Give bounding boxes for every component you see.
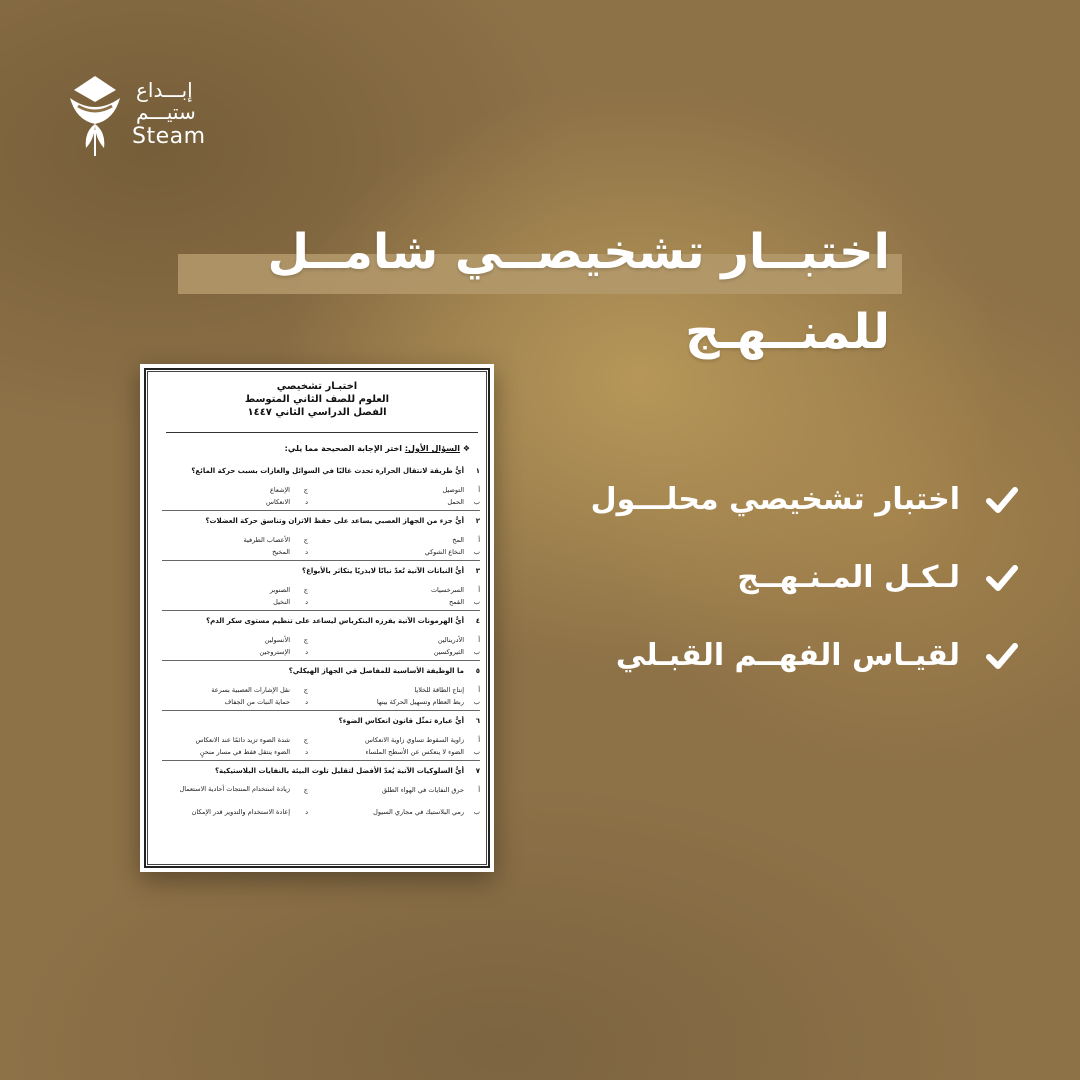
option-letter: أ — [478, 586, 480, 594]
feature-checklist — [590, 472, 1020, 706]
option-letter: د — [305, 548, 308, 556]
logo-english-text: Steam — [132, 124, 206, 149]
option-text: حرق النفايات في الهواء الطلق — [381, 786, 464, 794]
checklist-text: لـكـل المـنـهــج — [737, 560, 960, 595]
option-row — [162, 634, 480, 646]
question-item — [162, 764, 480, 818]
section-label: السؤال الأول: — [404, 444, 461, 453]
checklist-text: لقيـاس الفهــم القبـلي — [615, 638, 960, 673]
option-row — [162, 684, 480, 696]
option-letter: ج — [303, 586, 308, 594]
checklist-item — [600, 628, 1020, 706]
option-text: شدة الضوء تزيد دائمًا عند الانعكاس — [195, 736, 290, 744]
question-number: ٧ — [475, 767, 480, 775]
option-text: الأنسولين — [264, 636, 290, 644]
option-text: الإشعاع — [270, 486, 290, 494]
option-letter: ج — [303, 486, 308, 494]
option-text: الضوء لا ينعكس عن الأسطح الملساء — [365, 748, 464, 756]
option-text: القمح — [448, 598, 464, 606]
document-subject: العلوم للصف الثاني المتوسط — [244, 394, 390, 405]
question-text: أيُّ السلوكيات الآتية يُعدّ الأفضل لتقليل تلوث البيئة بالنفايات البلاستيكية؟ — [214, 767, 464, 775]
question-text: ما الوظيفة الأساسية للمفاصل في الجهاز الهيكلي؟ — [288, 667, 464, 675]
option-letter: د — [305, 598, 308, 606]
option-text: الأعصاب الطرفية — [243, 536, 290, 544]
exam-document-preview — [140, 364, 494, 872]
section-instruction: اختر الإجابة الصحيحة مما يلي: — [284, 444, 403, 453]
option-letter: ج — [303, 636, 308, 644]
option-row — [162, 734, 480, 746]
document-term: الفصل الدراسي الثاني ١٤٤٧ — [247, 407, 387, 418]
option-letter: ب — [473, 698, 480, 706]
option-letter: ب — [473, 648, 480, 656]
option-letter: ب — [473, 498, 480, 506]
question-number: ٥ — [475, 667, 480, 675]
option-letter: أ — [478, 686, 480, 694]
steam-leaf-logo-icon — [64, 72, 126, 156]
option-text: إنتاج الطاقة للخلايا — [414, 686, 464, 694]
option-text: النخاع الشوكي — [424, 548, 464, 556]
option-text: رمي البلاستيك في مجاري السيول — [373, 808, 464, 816]
question-divider — [162, 660, 480, 661]
option-letter: ج — [303, 786, 308, 794]
option-text: السرخسيات — [430, 586, 464, 594]
option-row — [162, 496, 480, 508]
checklist-item — [600, 550, 1020, 628]
option-text: الصنوبر — [269, 586, 290, 594]
option-text: ربط العظام وتسهيل الحركة بينها — [376, 698, 464, 706]
option-text: حماية النبات من الجفاف — [224, 698, 290, 706]
option-letter: د — [305, 748, 308, 756]
option-letter: د — [305, 808, 308, 816]
logo-arabic-line-1: إبـــداع — [136, 78, 193, 102]
question-item — [162, 464, 480, 511]
option-row — [162, 806, 480, 818]
option-row — [162, 546, 480, 558]
checkmark-icon — [984, 560, 1020, 596]
question-number: ٤ — [475, 617, 480, 625]
option-row — [162, 784, 480, 806]
logo-arabic-line-2: ستيـــم — [136, 100, 196, 124]
option-text: الإستروجين — [259, 648, 290, 656]
option-letter: ج — [303, 536, 308, 544]
option-letter: ب — [473, 548, 480, 556]
option-letter: أ — [478, 636, 480, 644]
option-text: إعادة الاستخدام والتدوير قدر الإمكان — [191, 808, 290, 816]
option-letter: د — [305, 648, 308, 656]
brand-logo — [64, 72, 204, 158]
question-item — [162, 614, 480, 661]
question-item — [162, 514, 480, 561]
question-number: ٦ — [475, 717, 480, 725]
option-letter: ج — [303, 736, 308, 744]
option-text: المخيخ — [272, 548, 290, 556]
question-number: ٣ — [475, 567, 480, 575]
option-letter: د — [305, 498, 308, 506]
option-letter: ب — [473, 598, 480, 606]
option-text: المخ — [452, 536, 464, 544]
question-text: أيُّ جزء من الجهاز العصبي يساعد على حفظ الاتزان وتناسق حركة العضلات؟ — [205, 517, 464, 525]
question-divider — [162, 560, 480, 561]
headline: اختبــار تشخيصــي شامــل للمنــهـج — [267, 224, 890, 360]
option-row — [162, 584, 480, 596]
option-text: التوصيل — [442, 486, 464, 494]
option-text: الثيروكسين — [433, 648, 464, 656]
option-letter: ج — [303, 686, 308, 694]
document-title: اختبـار تشخيصي — [276, 381, 358, 392]
option-letter: أ — [478, 786, 480, 794]
option-text: الأدرينالين — [437, 636, 464, 644]
question-item — [162, 714, 480, 761]
option-row — [162, 596, 480, 608]
option-row — [162, 534, 480, 546]
option-text: زاوية السقوط تساوي زاوية الانعكاس — [364, 736, 464, 744]
option-row — [162, 696, 480, 708]
question-item — [162, 564, 480, 611]
option-row — [162, 746, 480, 758]
section-heading — [160, 444, 470, 453]
question-divider — [162, 710, 480, 711]
option-letter: أ — [478, 486, 480, 494]
option-letter: ب — [473, 808, 480, 816]
option-text: الانعكاس — [266, 498, 290, 506]
option-text: الحمل — [447, 498, 464, 506]
checklist-text: اختبار تشخيصي محلـــول — [590, 482, 960, 517]
question-text: أيُّ طريقة لانتقال الحرارة تحدث غالبًا في السوائل والغازات بسبب حركة المائع؟ — [191, 467, 464, 475]
question-list — [162, 464, 480, 818]
option-text: زيادة استخدام المنتجات أحادية الاستعمال — [179, 785, 290, 793]
option-letter: أ — [478, 536, 480, 544]
question-divider — [162, 510, 480, 511]
checklist-item — [590, 472, 1020, 550]
option-letter: أ — [478, 736, 480, 744]
option-row — [162, 646, 480, 658]
question-item — [162, 664, 480, 711]
question-text: أيُّ عبارة تمثّل قانون انعكاس الضوء؟ — [338, 717, 464, 725]
question-text: أيُّ الهرمونات الآتية يفرزه البنكرياس ليساعد على تنظيم مستوى سكر الدم؟ — [206, 617, 464, 625]
document-header-divider — [166, 432, 478, 433]
option-text: نقل الإشارات العصبية بسرعة — [211, 686, 290, 694]
question-text: أيُّ النباتات الآتية تُعدّ نباتًا لابذريًا يتكاثر بالأبواغ؟ — [302, 567, 464, 575]
option-letter: ب — [473, 748, 480, 756]
document-header — [140, 380, 494, 419]
option-text: الضوء ينتقل فقط في مسار منحنٍ — [199, 748, 290, 756]
checkmark-icon — [984, 482, 1020, 518]
question-divider — [162, 610, 480, 611]
option-letter: د — [305, 698, 308, 706]
question-number: ٢ — [475, 517, 480, 525]
option-text: النخيل — [273, 598, 290, 606]
checkmark-icon — [984, 638, 1020, 674]
question-number: ١ — [475, 467, 480, 475]
question-divider — [162, 760, 480, 761]
section-bullet-icon: ❖ — [462, 444, 470, 453]
option-row — [162, 484, 480, 496]
